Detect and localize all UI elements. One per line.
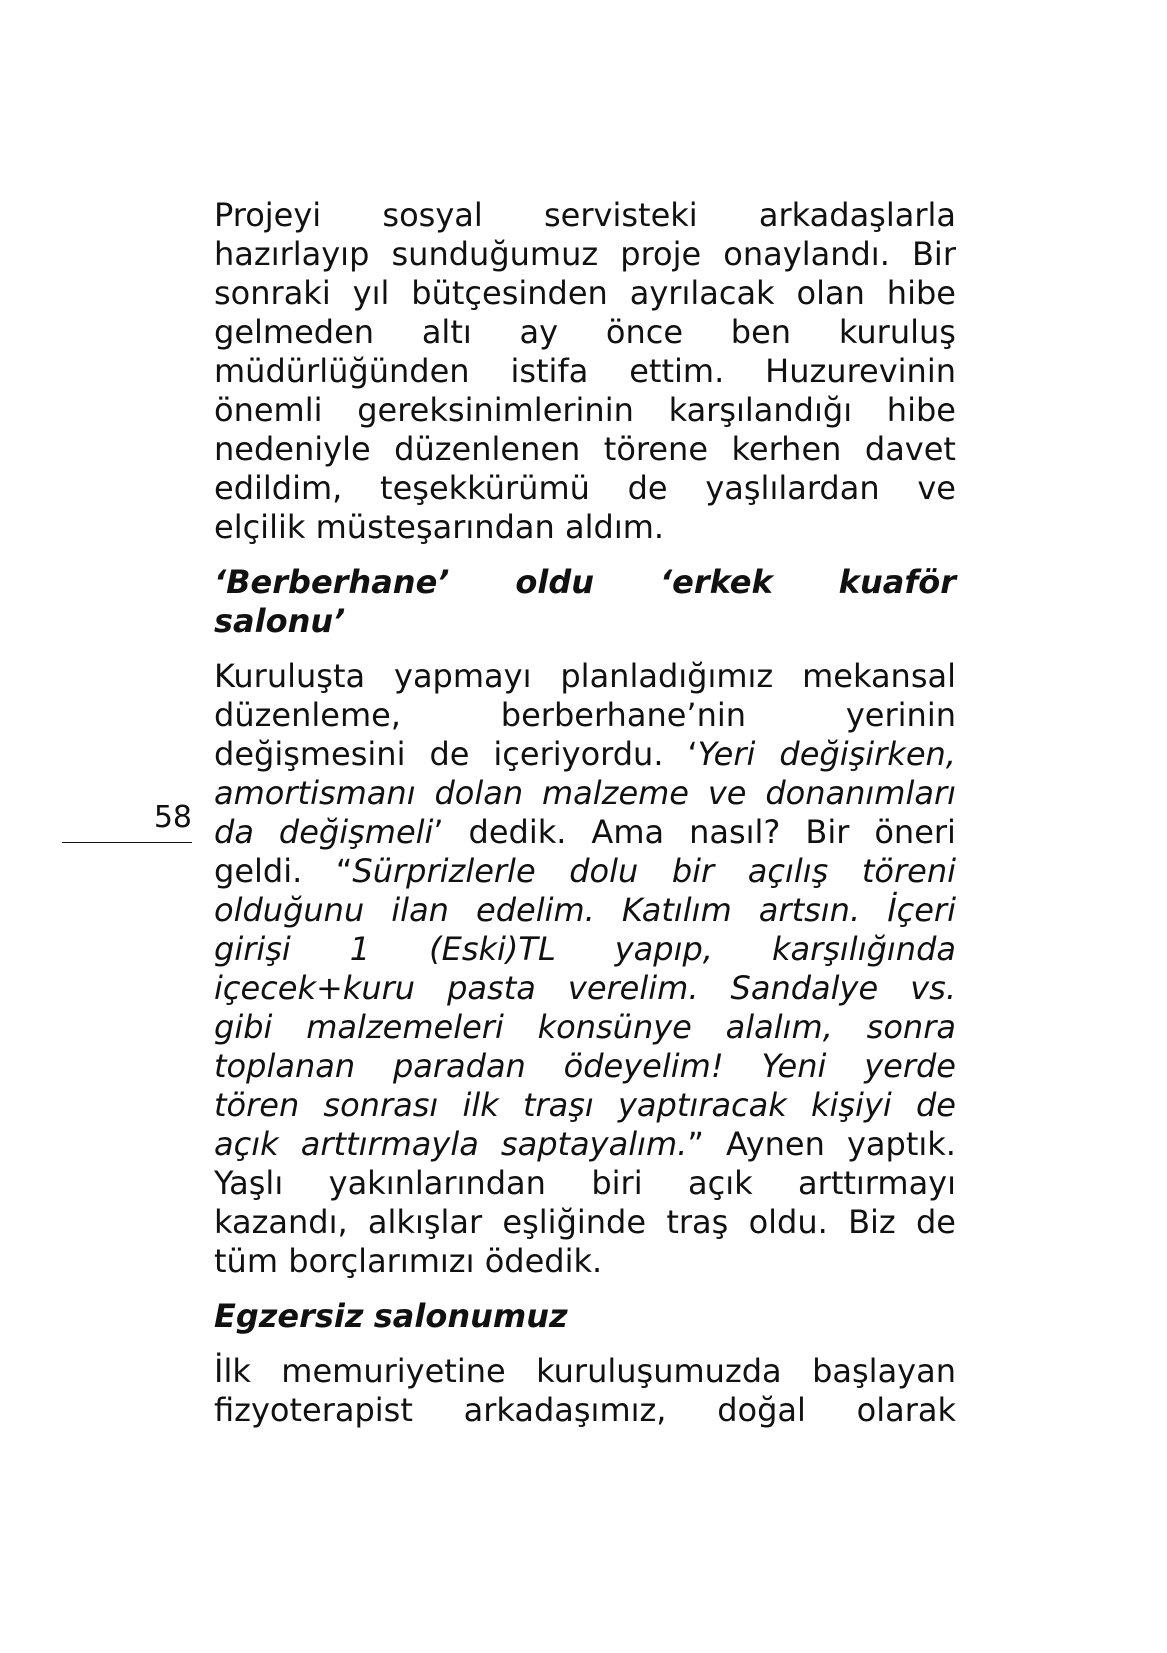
word: amortismanı	[214, 774, 416, 812]
text-line	[214, 696, 956, 735]
word: arttırmayla	[300, 1125, 479, 1163]
word: gelmeden	[214, 313, 375, 351]
word: “Sürprizlerle	[335, 852, 536, 890]
word: de	[915, 1203, 956, 1241]
word: ilk	[462, 1086, 499, 1124]
word: memuriyetine	[281, 1352, 506, 1390]
block-gap	[214, 547, 956, 563]
word: açık	[688, 1164, 753, 1202]
word: tören	[214, 1086, 300, 1124]
word: nasıl?	[689, 813, 781, 851]
text-line	[214, 508, 956, 547]
word: törene	[603, 430, 709, 468]
text-line	[214, 1008, 956, 1047]
word: sonra	[866, 1008, 956, 1046]
word: kişiyi	[810, 1086, 892, 1124]
word: traşı	[522, 1086, 594, 1124]
word: değişirken,	[779, 735, 956, 773]
word: gibi	[214, 1008, 273, 1046]
word: de	[627, 469, 668, 507]
paragraph	[214, 1352, 956, 1430]
word: gereksinimlerinin	[357, 391, 634, 429]
word: elçilik	[214, 508, 306, 546]
word: müsteşarından	[315, 508, 555, 546]
word: Ama	[591, 813, 665, 851]
word: İçeri	[887, 891, 956, 929]
word: olarak	[856, 1391, 956, 1429]
word: teşekkürümü	[380, 469, 590, 507]
word: traş	[666, 1203, 729, 1241]
word: servisteki	[544, 196, 698, 234]
word: ve	[707, 774, 747, 812]
word: kerhen	[731, 430, 842, 468]
text-line	[214, 1164, 956, 1203]
text-line	[214, 469, 956, 508]
paragraph	[214, 657, 956, 1281]
block-gap	[214, 1281, 956, 1297]
word: değişmeli’	[278, 813, 444, 851]
word: hibe	[886, 274, 956, 312]
word: yıl	[352, 274, 390, 312]
text-line	[214, 313, 956, 352]
word: arkadaşlarla	[758, 196, 956, 234]
text-line	[214, 274, 956, 313]
word: hazırlayıp	[214, 235, 370, 273]
word: yaşlılardan	[705, 469, 880, 507]
text-line	[214, 196, 956, 235]
section-heading	[214, 1297, 956, 1336]
text-line	[214, 813, 956, 852]
text-line	[214, 1047, 956, 1086]
word: salonu’	[214, 602, 346, 640]
word: kuaför	[838, 563, 956, 601]
word: ‘Yeri	[687, 735, 756, 773]
word: düzenlenen	[394, 430, 581, 468]
word: dolu	[569, 852, 639, 890]
word: da	[214, 813, 254, 851]
word: kuruluşumuzda	[536, 1352, 782, 1390]
word: tüm	[214, 1242, 278, 1280]
word: aldım.	[565, 508, 665, 546]
text-line	[214, 1125, 956, 1164]
word: ve	[917, 469, 956, 507]
word: de	[915, 1086, 956, 1124]
text-line	[214, 602, 956, 641]
word: sonrası	[323, 1086, 439, 1124]
word: ödeyelim!	[563, 1047, 724, 1085]
block-gap	[214, 641, 956, 657]
word: dolan	[434, 774, 524, 812]
word: konsünye	[537, 1008, 692, 1046]
word: nedeniyle	[214, 430, 371, 468]
page-number: 58	[153, 800, 192, 835]
page-body	[214, 196, 956, 1430]
page-number-rule	[62, 842, 192, 843]
word: ayrılacak	[629, 274, 775, 312]
word: önemli	[214, 391, 323, 429]
word: alalım,	[725, 1008, 833, 1046]
word: karşılandığı	[668, 391, 853, 429]
word: önce	[605, 313, 683, 351]
word: olduğunu	[214, 891, 365, 929]
word: girişi	[214, 930, 291, 968]
word: istifa	[510, 352, 589, 390]
text-line	[214, 774, 956, 813]
word: donanımları	[765, 774, 956, 812]
word: açık	[214, 1125, 279, 1163]
word: biri	[591, 1164, 643, 1202]
text-line	[214, 563, 956, 602]
word: Kuruluşta	[214, 657, 366, 695]
text-line	[214, 391, 956, 430]
word: arttırmayı	[798, 1164, 956, 1202]
word: yerinin	[845, 696, 956, 734]
word: sonraki	[214, 274, 331, 312]
word: sosyal	[382, 196, 483, 234]
word: malzeme	[541, 774, 689, 812]
word: edelim.	[476, 891, 595, 929]
word: proje	[620, 235, 702, 273]
word: hibe	[886, 391, 956, 429]
word: ödedik.	[484, 1242, 603, 1280]
text-line	[214, 352, 956, 391]
word: yakınlarından	[328, 1164, 546, 1202]
text-line	[214, 1242, 956, 1281]
text-line	[214, 891, 956, 930]
word: kuruluş	[838, 313, 956, 351]
word: borçlarımızı	[288, 1242, 475, 1280]
word: karşılığında	[771, 930, 956, 968]
text-line	[214, 852, 956, 891]
word: fizyoterapist	[214, 1391, 413, 1429]
word: kazandı,	[214, 1203, 348, 1241]
word: arkadaşımız,	[463, 1391, 667, 1429]
word: alkışlar	[367, 1203, 483, 1241]
text-line	[214, 735, 956, 774]
word: toplanan	[214, 1047, 356, 1085]
word: Aynen	[725, 1125, 825, 1163]
word: saptayalım.”	[500, 1125, 704, 1163]
word: ilan	[391, 891, 449, 929]
word: dedik.	[468, 813, 567, 851]
word: İlk	[214, 1352, 251, 1390]
word: Bir	[911, 235, 956, 273]
word: eşliğinde	[502, 1203, 647, 1241]
word: düzenleme,	[214, 696, 401, 734]
word: yaptık.	[846, 1125, 956, 1163]
word: yapıp,	[614, 930, 713, 968]
word: töreni	[861, 852, 956, 890]
word: ay	[519, 313, 559, 351]
word: onaylandı.	[723, 235, 890, 273]
word: doğal	[717, 1391, 806, 1429]
text-line	[214, 1352, 956, 1391]
text-line	[214, 1297, 956, 1336]
word: yapmayı	[394, 657, 532, 695]
text-line	[214, 1086, 956, 1125]
word: oldu	[515, 563, 595, 601]
word: bütçesinden	[411, 274, 608, 312]
block-gap	[214, 1336, 956, 1352]
word: davet	[864, 430, 956, 468]
word: oldu.	[748, 1203, 828, 1241]
word: berberhane’nin	[500, 696, 747, 734]
word: ettim.	[629, 352, 725, 390]
word: Huzurevinin	[765, 352, 956, 390]
word: salonumuz	[373, 1297, 568, 1335]
text-line	[214, 1391, 956, 1430]
word: verelim.	[567, 969, 699, 1007]
text-line	[214, 430, 956, 469]
word: planladığımız	[560, 657, 774, 695]
word: başlayan	[812, 1352, 956, 1390]
word: Biz	[848, 1203, 896, 1241]
word: artsın.	[758, 891, 861, 929]
word: malzemeleri	[306, 1008, 504, 1046]
word: edildim,	[214, 469, 343, 507]
word: ben	[730, 313, 792, 351]
word: paradan	[392, 1047, 526, 1085]
word: müdürlüğünden	[214, 352, 470, 390]
word: sunduğumuz	[391, 235, 599, 273]
word: Katılım	[621, 891, 732, 929]
word: pasta	[447, 969, 536, 1007]
word: olan	[796, 274, 865, 312]
word: içecek+kuru	[214, 969, 416, 1007]
word: bir	[671, 852, 715, 890]
word: içeriyordu.	[493, 735, 664, 773]
text-line	[214, 1203, 956, 1242]
section-heading	[214, 563, 956, 641]
text-line	[214, 969, 956, 1008]
word: geldi.	[214, 852, 303, 890]
text-line	[214, 657, 956, 696]
word: Egzersiz	[214, 1297, 364, 1335]
text-line	[214, 235, 956, 274]
word: değişmesini	[214, 735, 406, 773]
word: 1	[349, 930, 371, 968]
word: Sandalye	[730, 969, 879, 1007]
word: öneri	[874, 813, 956, 851]
word: ‘erkek	[659, 563, 773, 601]
word: (Eski)TL	[429, 930, 556, 968]
word: vs.	[910, 969, 956, 1007]
text-line	[214, 930, 956, 969]
word: ‘Berberhane’	[214, 563, 450, 601]
word: altı	[421, 313, 472, 351]
word: Yaşlı	[214, 1164, 284, 1202]
paragraph	[214, 196, 956, 547]
word: Bir	[805, 813, 850, 851]
word: mekansal	[802, 657, 956, 695]
word: de	[429, 735, 470, 773]
word: Projeyi	[214, 196, 322, 234]
word: yerde	[864, 1047, 956, 1085]
word: açılış	[747, 852, 829, 890]
word: Yeni	[761, 1047, 827, 1085]
word: yaptıracak	[617, 1086, 787, 1124]
